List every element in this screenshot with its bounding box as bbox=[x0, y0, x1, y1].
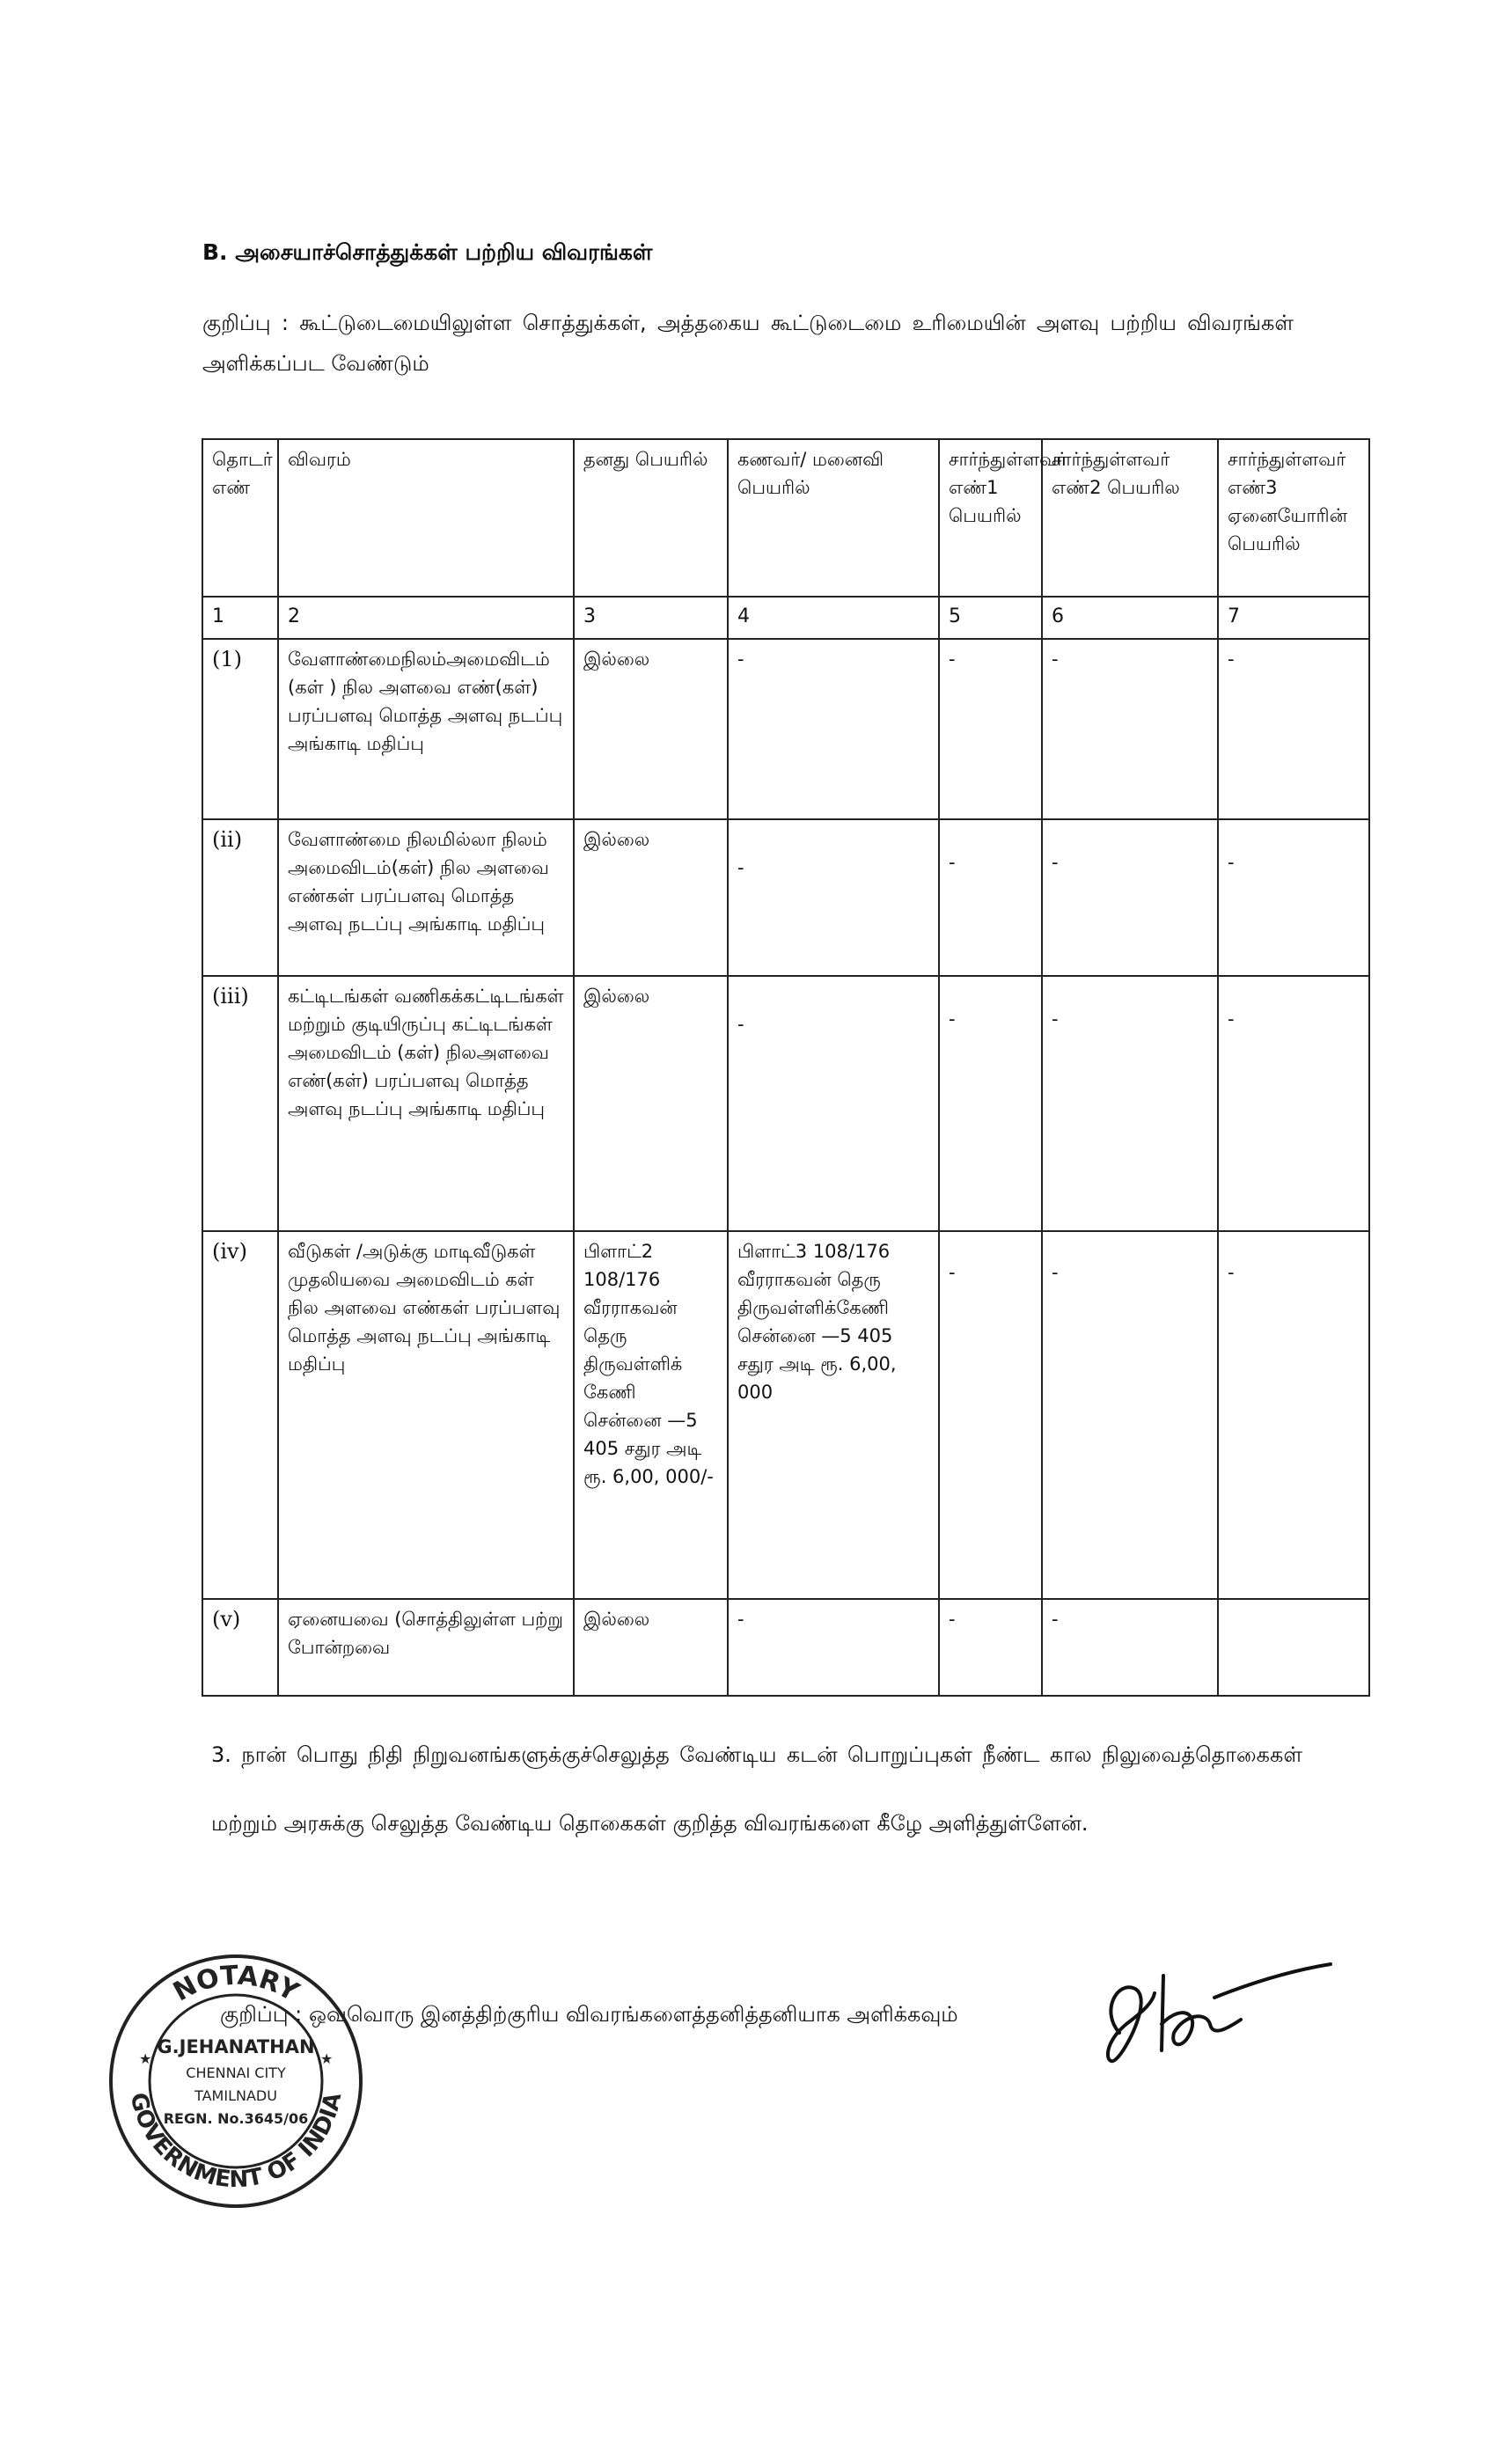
row-spouse-value: - bbox=[728, 819, 939, 976]
table-row bbox=[202, 976, 1369, 1231]
row-dep1-value: - bbox=[939, 976, 1042, 1231]
row-dep3-value bbox=[1218, 1599, 1369, 1696]
table-row bbox=[202, 1599, 1369, 1696]
row-dep3-value: - bbox=[1218, 1231, 1369, 1599]
row-spouse-value: பிளாட்3 108/176 வீரராகவன் தெரு திருவள்ளிக்கேணி சென்னை —5 405 சதுர அடி ரூ. 6,00, 000 bbox=[728, 1231, 939, 1599]
row-serial: (iii) bbox=[202, 976, 278, 1231]
col-number: 3 bbox=[574, 597, 728, 639]
row-spouse-value: - bbox=[728, 1599, 939, 1696]
column-number-row bbox=[202, 597, 1369, 639]
row-description: கட்டிடங்கள் வணிகக்கட்டிடங்கள் மற்றும் குடியிருப்பு கட்டிடங்கள் அமைவிடம் (கள்) நிலஅளவை எண்(கள்) பரப்பளவு மொத்த அளவு நடப்பு அங்காடி மதிப்பு bbox=[278, 976, 574, 1231]
row-self-value: இல்லை bbox=[574, 1599, 728, 1696]
table-row bbox=[202, 639, 1369, 819]
row-spouse-value: - bbox=[728, 639, 939, 819]
header-dependent-1: சார்ந்துள்ளவர் எண்1 பெயரில் bbox=[939, 439, 1042, 597]
row-dep1-value: - bbox=[939, 819, 1042, 976]
header-description: விவரம் bbox=[278, 439, 574, 597]
table-row bbox=[202, 1231, 1369, 1599]
header-dependent-2: சார்ந்துள்ளவர் எண்2 பெயரில bbox=[1042, 439, 1218, 597]
row-dep2-value: - bbox=[1042, 639, 1218, 819]
row-dep2-value: - bbox=[1042, 819, 1218, 976]
stamp-state: TAMILNADU bbox=[194, 2087, 277, 2104]
row-self-value: இல்லை bbox=[574, 976, 728, 1231]
row-serial: (ii) bbox=[202, 819, 278, 976]
row-serial: (v) bbox=[202, 1599, 278, 1696]
row-spouse-value: - bbox=[728, 976, 939, 1231]
row-description: ஏனையவை (சொத்திலுள்ள பற்று போன்றவை bbox=[278, 1599, 574, 1696]
row-dep3-value: - bbox=[1218, 639, 1369, 819]
col-number: 1 bbox=[202, 597, 278, 639]
row-description: வீடுகள் /அடுக்கு மாடிவீடுகள் முதலியவை அமைவிடம் கள் நில அளவை எண்கள் பரப்பளவு மொத்த அளவு நடப்பு அங்காடி மதிப்பு bbox=[278, 1231, 574, 1599]
header-self: தனது பெயரில் bbox=[574, 439, 728, 597]
stamp-city: CHENNAI CITY bbox=[186, 2064, 286, 2081]
header-dependent-3: சார்ந்துள்ளவர் எண்3 ஏனையோரின் பெயரில் bbox=[1218, 439, 1369, 597]
stamp-star-icon: ★ bbox=[139, 2050, 152, 2067]
row-dep1-value: - bbox=[939, 1599, 1042, 1696]
row-self-value: பிளாட்2 108/176 வீரராகவன் தெரு திருவள்ளிக் கேணி சென்னை —5 405 சதுர அடி ரூ. 6,00, 000/- bbox=[574, 1231, 728, 1599]
stamp-name: G.JEHANATHAN bbox=[157, 2036, 315, 2057]
header-spouse: கணவர்/ மனைவி பெயரில் bbox=[728, 439, 939, 597]
row-self-value: இல்லை bbox=[574, 819, 728, 976]
section-note: குறிப்பு : கூட்டுடைமையிலுள்ள சொத்துக்கள், அத்தகைய கூட்டுடைமை உரிமையின் அளவு பற்றிய விவரங்கள் அளிக்கப்பட வேண்டும் bbox=[202, 311, 1294, 376]
immovable-assets-table bbox=[202, 438, 1370, 1697]
stamp-top-text: NOTARY bbox=[168, 1960, 304, 2008]
row-dep1-value: - bbox=[939, 639, 1042, 819]
stamp-bottom-text: GOVERNMENT OF INDIA bbox=[124, 2090, 348, 2194]
row-description: வேளாண்மை நிலமில்லா நிலம் அமைவிடம்(கள்) நில அளவை எண்கள் பரப்பளவு மொத்த அளவு நடப்பு அங்காடி மதிப்பு bbox=[278, 819, 574, 976]
notary-stamp bbox=[104, 1949, 368, 2213]
col-number: 7 bbox=[1218, 597, 1369, 639]
col-number: 5 bbox=[939, 597, 1042, 639]
row-dep3-value: - bbox=[1218, 976, 1369, 1231]
col-number: 6 bbox=[1042, 597, 1218, 639]
header-serial-no: தொடர் எண் bbox=[202, 439, 278, 597]
table-row bbox=[202, 819, 1369, 976]
stamp-regn: REGN. No.3645/06 bbox=[163, 2110, 309, 2127]
row-dep2-value: - bbox=[1042, 976, 1218, 1231]
signature-mark bbox=[1100, 1927, 1338, 2068]
row-dep2-value: - bbox=[1042, 1231, 1218, 1599]
footnote: குறிப்பு : ஒவ்வொரு இனத்திற்குரிய விவரங்களைத்தனித்தனியாக அளிக்கவும் bbox=[220, 2002, 958, 2027]
row-dep3-value: - bbox=[1218, 819, 1369, 976]
paragraph-liabilities: 3. நான் பொது நிதி நிறுவனங்களுக்குச்செலுத்த வேண்டிய கடன் பொறுப்புகள் நீண்ட கால நிலுவைத்தொகைகள் மற்றும் அரசுக்கு செலுத்த வேண்டிய தொகைகள் குறித்த விவரங்களை கீழே அளித்துள்ளேன். bbox=[211, 1742, 1302, 1836]
col-number: 2 bbox=[278, 597, 574, 639]
row-serial: (iv) bbox=[202, 1231, 278, 1599]
row-description: வேளாண்மைநிலம்அமைவிடம் (கள் ) நில அளவை எண்(கள்) பரப்பளவு மொத்த அளவு நடப்பு அங்காடி மதிப்பு bbox=[278, 639, 574, 819]
stamp-star-icon: ★ bbox=[320, 2050, 334, 2067]
col-number: 4 bbox=[728, 597, 939, 639]
row-dep1-value: - bbox=[939, 1231, 1042, 1599]
row-self-value: இல்லை bbox=[574, 639, 728, 819]
row-serial: (1) bbox=[202, 639, 278, 819]
section-heading: B. அசையாச்சொத்துக்கள் பற்றிய விவரங்கள் bbox=[202, 239, 653, 265]
row-dep2-value: - bbox=[1042, 1599, 1218, 1696]
table-header-row bbox=[202, 439, 1369, 597]
